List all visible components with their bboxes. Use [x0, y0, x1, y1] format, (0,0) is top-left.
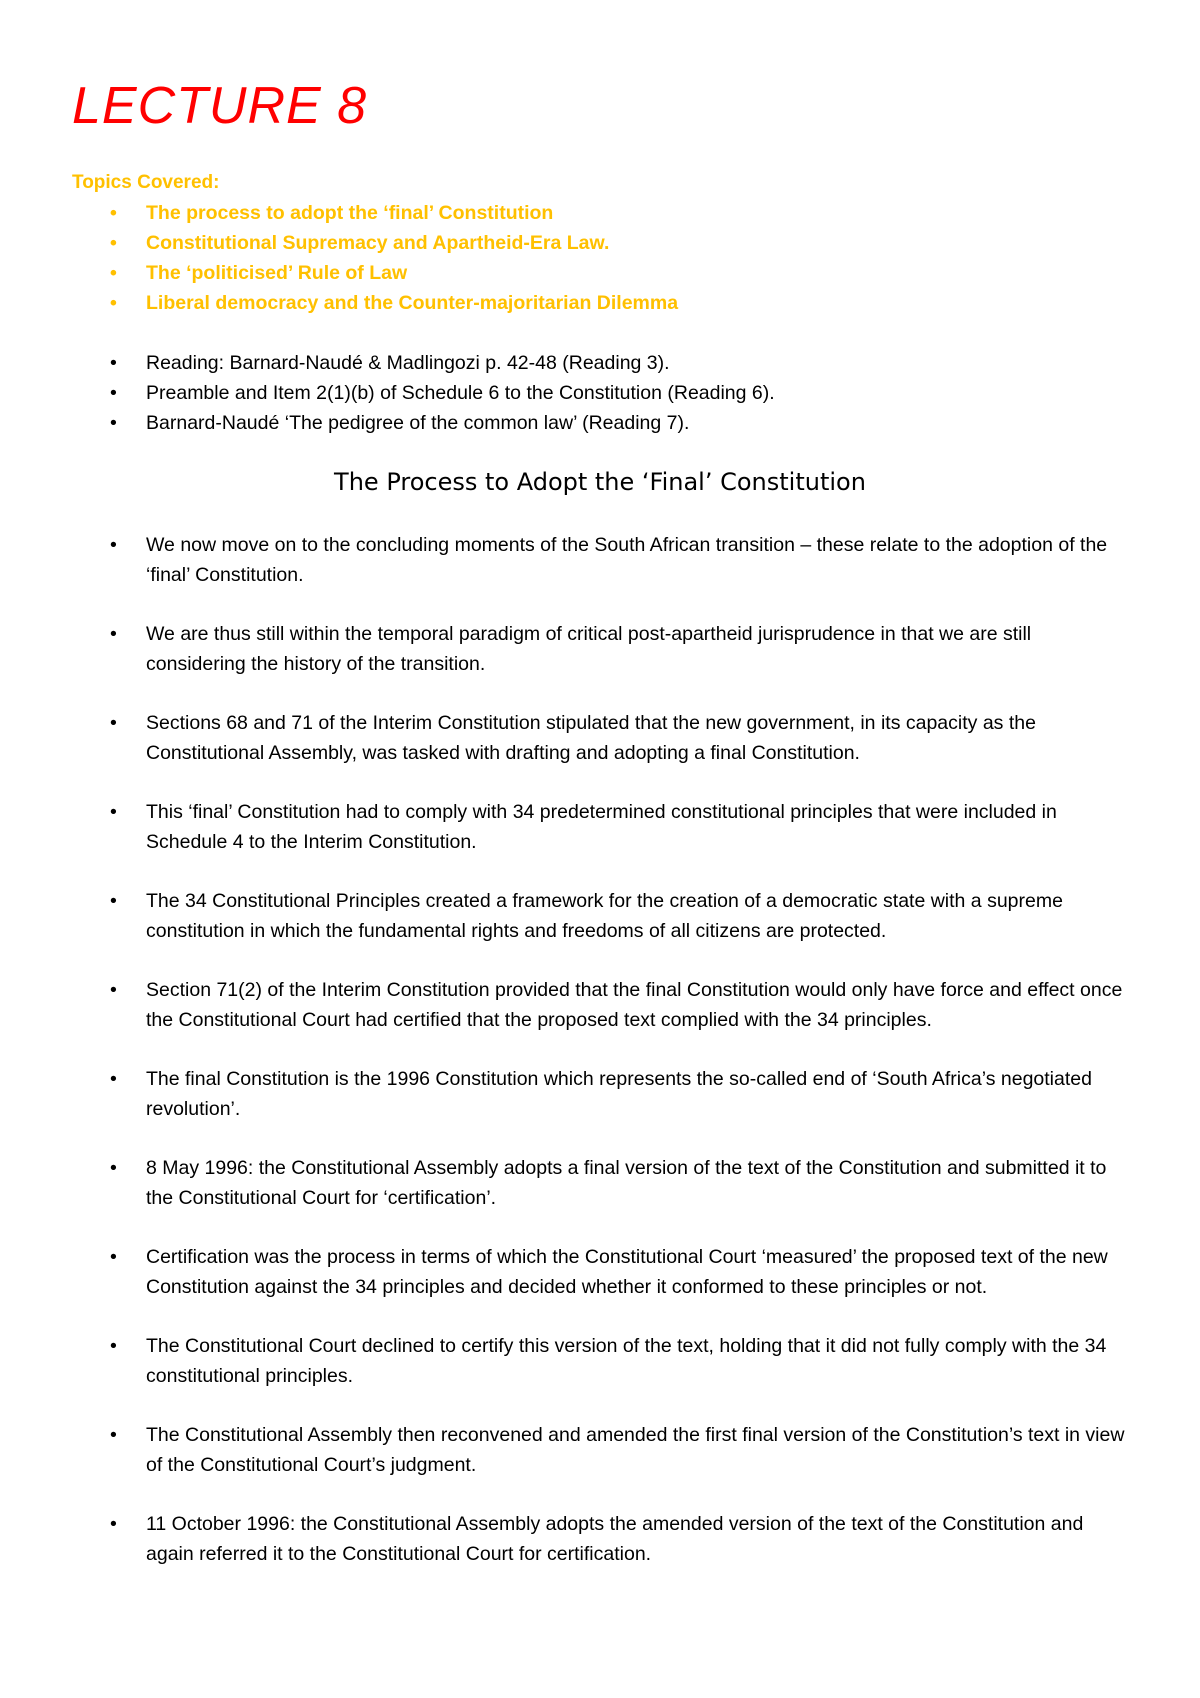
- page-title: LECTURE 8: [72, 77, 368, 135]
- paragraph-text: Certification was the process in terms of which the Constitutional Court ‘measured’ the proposed text of the new Constitution against the 34 principles and decided whether it conformed to these principles or not.: [146, 1246, 1108, 1298]
- paragraph-text: This ‘final’ Constitution had to comply with 34 predetermined constitutional principles that were included in Schedule 4 to the Interim Constitution.: [146, 801, 1057, 853]
- bullet-icon: •: [110, 1335, 117, 1357]
- topic-text: The process to adopt the ‘final’ Constitution: [146, 202, 554, 224]
- body-paragraph: [110, 1064, 1130, 1124]
- reading-item: [110, 408, 1130, 438]
- reading-item: [110, 348, 1130, 378]
- bullet-icon: •: [110, 1513, 117, 1535]
- body-bullet-list: [110, 530, 1130, 1598]
- paragraph-text: We are thus still within the temporal paradigm of critical post-apartheid jurisprudence in that we are still considering the history of the transition.: [146, 623, 1032, 675]
- topic-item: [110, 198, 1130, 228]
- body-paragraph: [110, 1420, 1130, 1480]
- bullet-icon: •: [110, 202, 117, 224]
- paragraph-text: We now move on to the concluding moments of the South African transition – these relate to the adoption of the ‘final’ Constitution.: [146, 534, 1108, 586]
- bullet-icon: •: [110, 534, 117, 556]
- paragraph-text: 8 May 1996: the Constitutional Assembly adopts a final version of the text of the Constitution and submitted it to the Constitutional Court for ‘certification’.: [146, 1157, 1107, 1209]
- body-paragraph: [110, 886, 1130, 946]
- bullet-icon: •: [110, 352, 117, 374]
- topic-item: [110, 288, 1130, 318]
- paragraph-text: Sections 68 and 71 of the Interim Constitution stipulated that the new government, in its capacity as the Constitutional Assembly, was tasked with drafting and adopting a final Constitution.: [146, 712, 1036, 764]
- topic-text: Constitutional Supremacy and Apartheid-Era Law.: [146, 232, 610, 254]
- bullet-icon: •: [110, 262, 117, 284]
- bullet-icon: •: [110, 890, 117, 912]
- bullet-icon: •: [110, 1068, 117, 1090]
- body-paragraph: [110, 708, 1130, 768]
- bullet-icon: •: [110, 801, 117, 823]
- topics-label: Topics Covered:: [72, 172, 220, 193]
- body-paragraph: [110, 1509, 1130, 1569]
- section-heading: The Process to Adopt the ‘Final’ Constitution: [334, 468, 866, 496]
- reading-text: Barnard-Naudé ‘The pedigree of the common law’ (Reading 7).: [146, 412, 690, 434]
- topics-list: [110, 198, 1130, 318]
- reading-text: Preamble and Item 2(1)(b) of Schedule 6 to the Constitution (Reading 6).: [146, 382, 775, 404]
- bullet-icon: •: [110, 1246, 117, 1268]
- bullet-icon: •: [110, 712, 117, 734]
- paragraph-text: The 34 Constitutional Principles created a framework for the creation of a democratic state with a supreme constitution in which the fundamental rights and freedoms of all citizens are protected.: [146, 890, 1063, 942]
- topic-text: The ‘politicised’ Rule of Law: [146, 262, 408, 284]
- bullet-icon: •: [110, 412, 117, 434]
- bullet-icon: •: [110, 1157, 117, 1179]
- topic-item: [110, 228, 1130, 258]
- paragraph-text: Section 71(2) of the Interim Constitution provided that the final Constitution would only have force and effect once the Constitutional Court had certified that the proposed text complied with the 34 principles.: [146, 979, 1123, 1031]
- bullet-icon: •: [110, 1424, 117, 1446]
- readings-list: [110, 348, 1130, 438]
- paragraph-text: The Constitutional Assembly then reconvened and amended the first final version of the Constitution’s text in view of the Constitutional Court’s judgment.: [146, 1424, 1125, 1476]
- paragraph-text: The Constitutional Court declined to certify this version of the text, holding that it did not fully comply with the 34 constitutional principles.: [146, 1335, 1107, 1387]
- bullet-icon: •: [110, 382, 117, 404]
- body-paragraph: [110, 1331, 1130, 1391]
- bullet-icon: •: [110, 292, 117, 314]
- topic-item: [110, 258, 1130, 288]
- body-paragraph: [110, 1153, 1130, 1213]
- bullet-icon: •: [110, 623, 117, 645]
- body-paragraph: [110, 530, 1130, 590]
- paragraph-text: 11 October 1996: the Constitutional Assembly adopts the amended version of the text of the Constitution and again referred it to the Constitutional Court for certification.: [146, 1513, 1084, 1565]
- reading-text: Reading: Barnard-Naudé & Madlingozi p. 42-48 (Reading 3).: [146, 352, 670, 374]
- topic-text: Liberal democracy and the Counter-majoritarian Dilemma: [146, 292, 679, 314]
- body-paragraph: [110, 975, 1130, 1035]
- reading-item: [110, 378, 1130, 408]
- bullet-icon: •: [110, 232, 117, 254]
- body-paragraph: [110, 1242, 1130, 1302]
- paragraph-text: The final Constitution is the 1996 Constitution which represents the so-called end of ‘South Africa’s negotiated revolution’.: [146, 1068, 1092, 1120]
- body-paragraph: [110, 619, 1130, 679]
- body-paragraph: [110, 797, 1130, 857]
- bullet-icon: •: [110, 979, 117, 1001]
